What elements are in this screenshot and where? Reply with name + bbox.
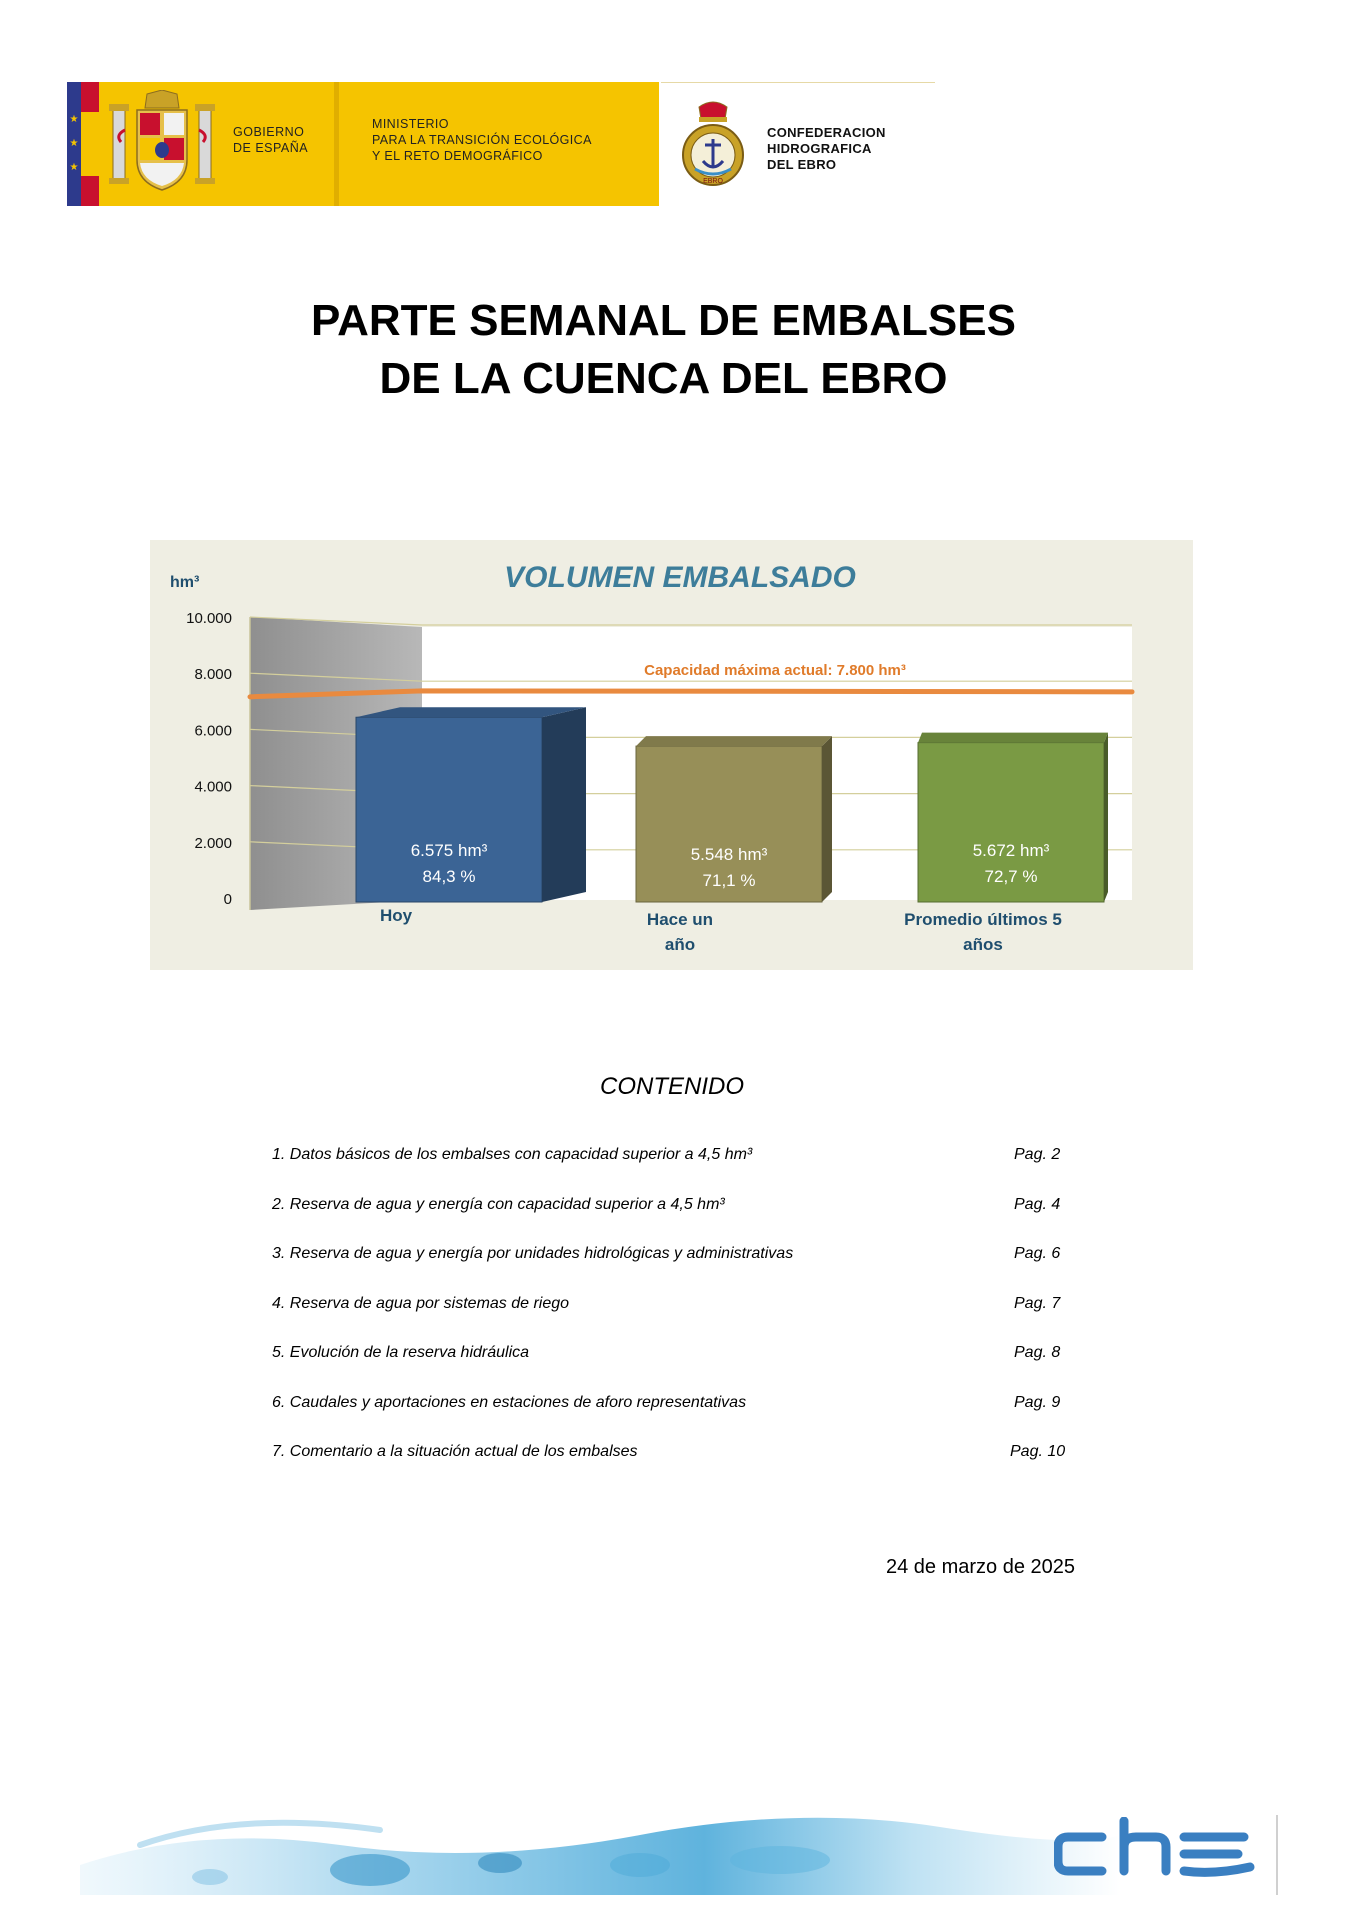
toc-item[interactable] (272, 1196, 1072, 1220)
bar-percent-label: 72,7 % (984, 867, 1038, 886)
toc-item-page: Pag. 4 (1014, 1195, 1061, 1213)
toc-item-page: Pag. 6 (1014, 1245, 1061, 1262)
bar-side (1104, 733, 1108, 902)
volume-chart-svg (150, 540, 1193, 970)
bar-side (822, 736, 832, 902)
toc-item-label: 1. Datos básicos de los embalses con capacidad superior a 4,5 hm³ (272, 1146, 753, 1163)
government-block (67, 82, 659, 206)
toc-item-page: Pag. 7 (1014, 1294, 1061, 1312)
y-tick-label: 10.000 (186, 610, 232, 627)
toc-item[interactable] (272, 1443, 1072, 1467)
toc-item[interactable] (272, 1344, 1072, 1368)
capacity-line-label: Capacidad máxima actual: 7.800 hm³ (644, 661, 906, 679)
che-block (661, 82, 935, 207)
page-title-line1: PARTE SEMANAL DE EMBALSES (311, 296, 1016, 345)
x-category-label: años (963, 935, 1003, 954)
chart-title: VOLUMEN EMBALSADO (504, 561, 856, 594)
bar-value-label: 6.575 hm³ (410, 841, 488, 860)
toc-item-page: Pag. 10 (1010, 1443, 1066, 1460)
bar-side (542, 707, 586, 902)
gridline (250, 617, 1132, 625)
toc-item-label: 4. Reserva de agua por sistemas de riego (272, 1294, 570, 1312)
bars (356, 707, 1108, 902)
bar-value-label: 5.548 hm³ (690, 845, 768, 864)
bar-percent-label: 71,1 % (702, 871, 756, 890)
y-tick-label: 4.000 (194, 778, 232, 796)
svg-text:EBRO: EBRO (703, 178, 723, 185)
page-title-line2: DE LA CUENCA DEL EBRO (379, 354, 948, 403)
bar-percent-label: 84,3 % (422, 867, 476, 886)
che-emblem-icon (679, 99, 747, 191)
coat-of-arms-icon (107, 90, 217, 198)
y-tick-label: 6.000 (194, 722, 232, 740)
toc-item[interactable] (272, 1394, 1072, 1418)
che-logo-icon (1054, 1817, 1264, 1887)
toc-item-label: 3. Reserva de agua y energía por unidades hidrológicas y administrativas (272, 1245, 794, 1262)
government-label: GOBIERNO DE ESPAÑA (233, 125, 309, 155)
x-category-label: Hace un (646, 910, 714, 929)
bar-top (636, 736, 832, 746)
y-axis-ticks (186, 610, 232, 908)
footer-banner (80, 1805, 1280, 1897)
toc-item[interactable] (272, 1146, 1072, 1170)
x-category-label: Hoy (379, 906, 413, 925)
page-title (0, 292, 1327, 408)
report-date: 24 de marzo de 2025 (886, 1556, 1076, 1578)
ministry-label: MINISTERIO PARA LA TRANSICIÓN ECOLÓGICA Y EL RETO DEMOGRÁFICO (372, 117, 592, 163)
contents-heading: CONTENIDO (600, 1073, 744, 1100)
y-tick-label: 8.000 (194, 666, 232, 684)
toc-item[interactable] (272, 1295, 1072, 1319)
che-label: CONFEDERACION HIDROGRAFICA DEL EBRO (767, 125, 886, 172)
y-axis-unit: hm³ (170, 574, 200, 591)
x-axis-labels (380, 906, 1062, 954)
toc-item-label: 7. Comentario a la situación actual de los embalses (272, 1443, 638, 1460)
toc-item-label: 2. Reserva de agua y energía con capacidad superior a 4,5 hm³ (272, 1195, 725, 1213)
bar-value-label: 5.672 hm³ (972, 841, 1050, 860)
toc-item-page: Pag. 9 (1014, 1393, 1061, 1411)
header-banner (67, 82, 935, 206)
x-category-label: Promedio últimos 5 (904, 910, 1062, 929)
bar-top (918, 733, 1108, 743)
y-tick-label: 2.000 (194, 834, 232, 852)
toc-item-page: Pag. 2 (1014, 1146, 1061, 1163)
x-category-label: año (664, 935, 696, 954)
toc-item-label: 6. Caudales y aportaciones en estaciones de aforo representativas (272, 1393, 747, 1411)
toc-item-page: Pag. 8 (1014, 1344, 1061, 1361)
volume-chart (150, 540, 1193, 970)
toc-item[interactable] (272, 1245, 1072, 1269)
y-tick-label: 0 (223, 891, 232, 908)
toc-item-label: 5. Evolución de la reserva hidráulica (272, 1344, 530, 1361)
eu-spain-flag: ★ ★ ★ (67, 82, 99, 206)
